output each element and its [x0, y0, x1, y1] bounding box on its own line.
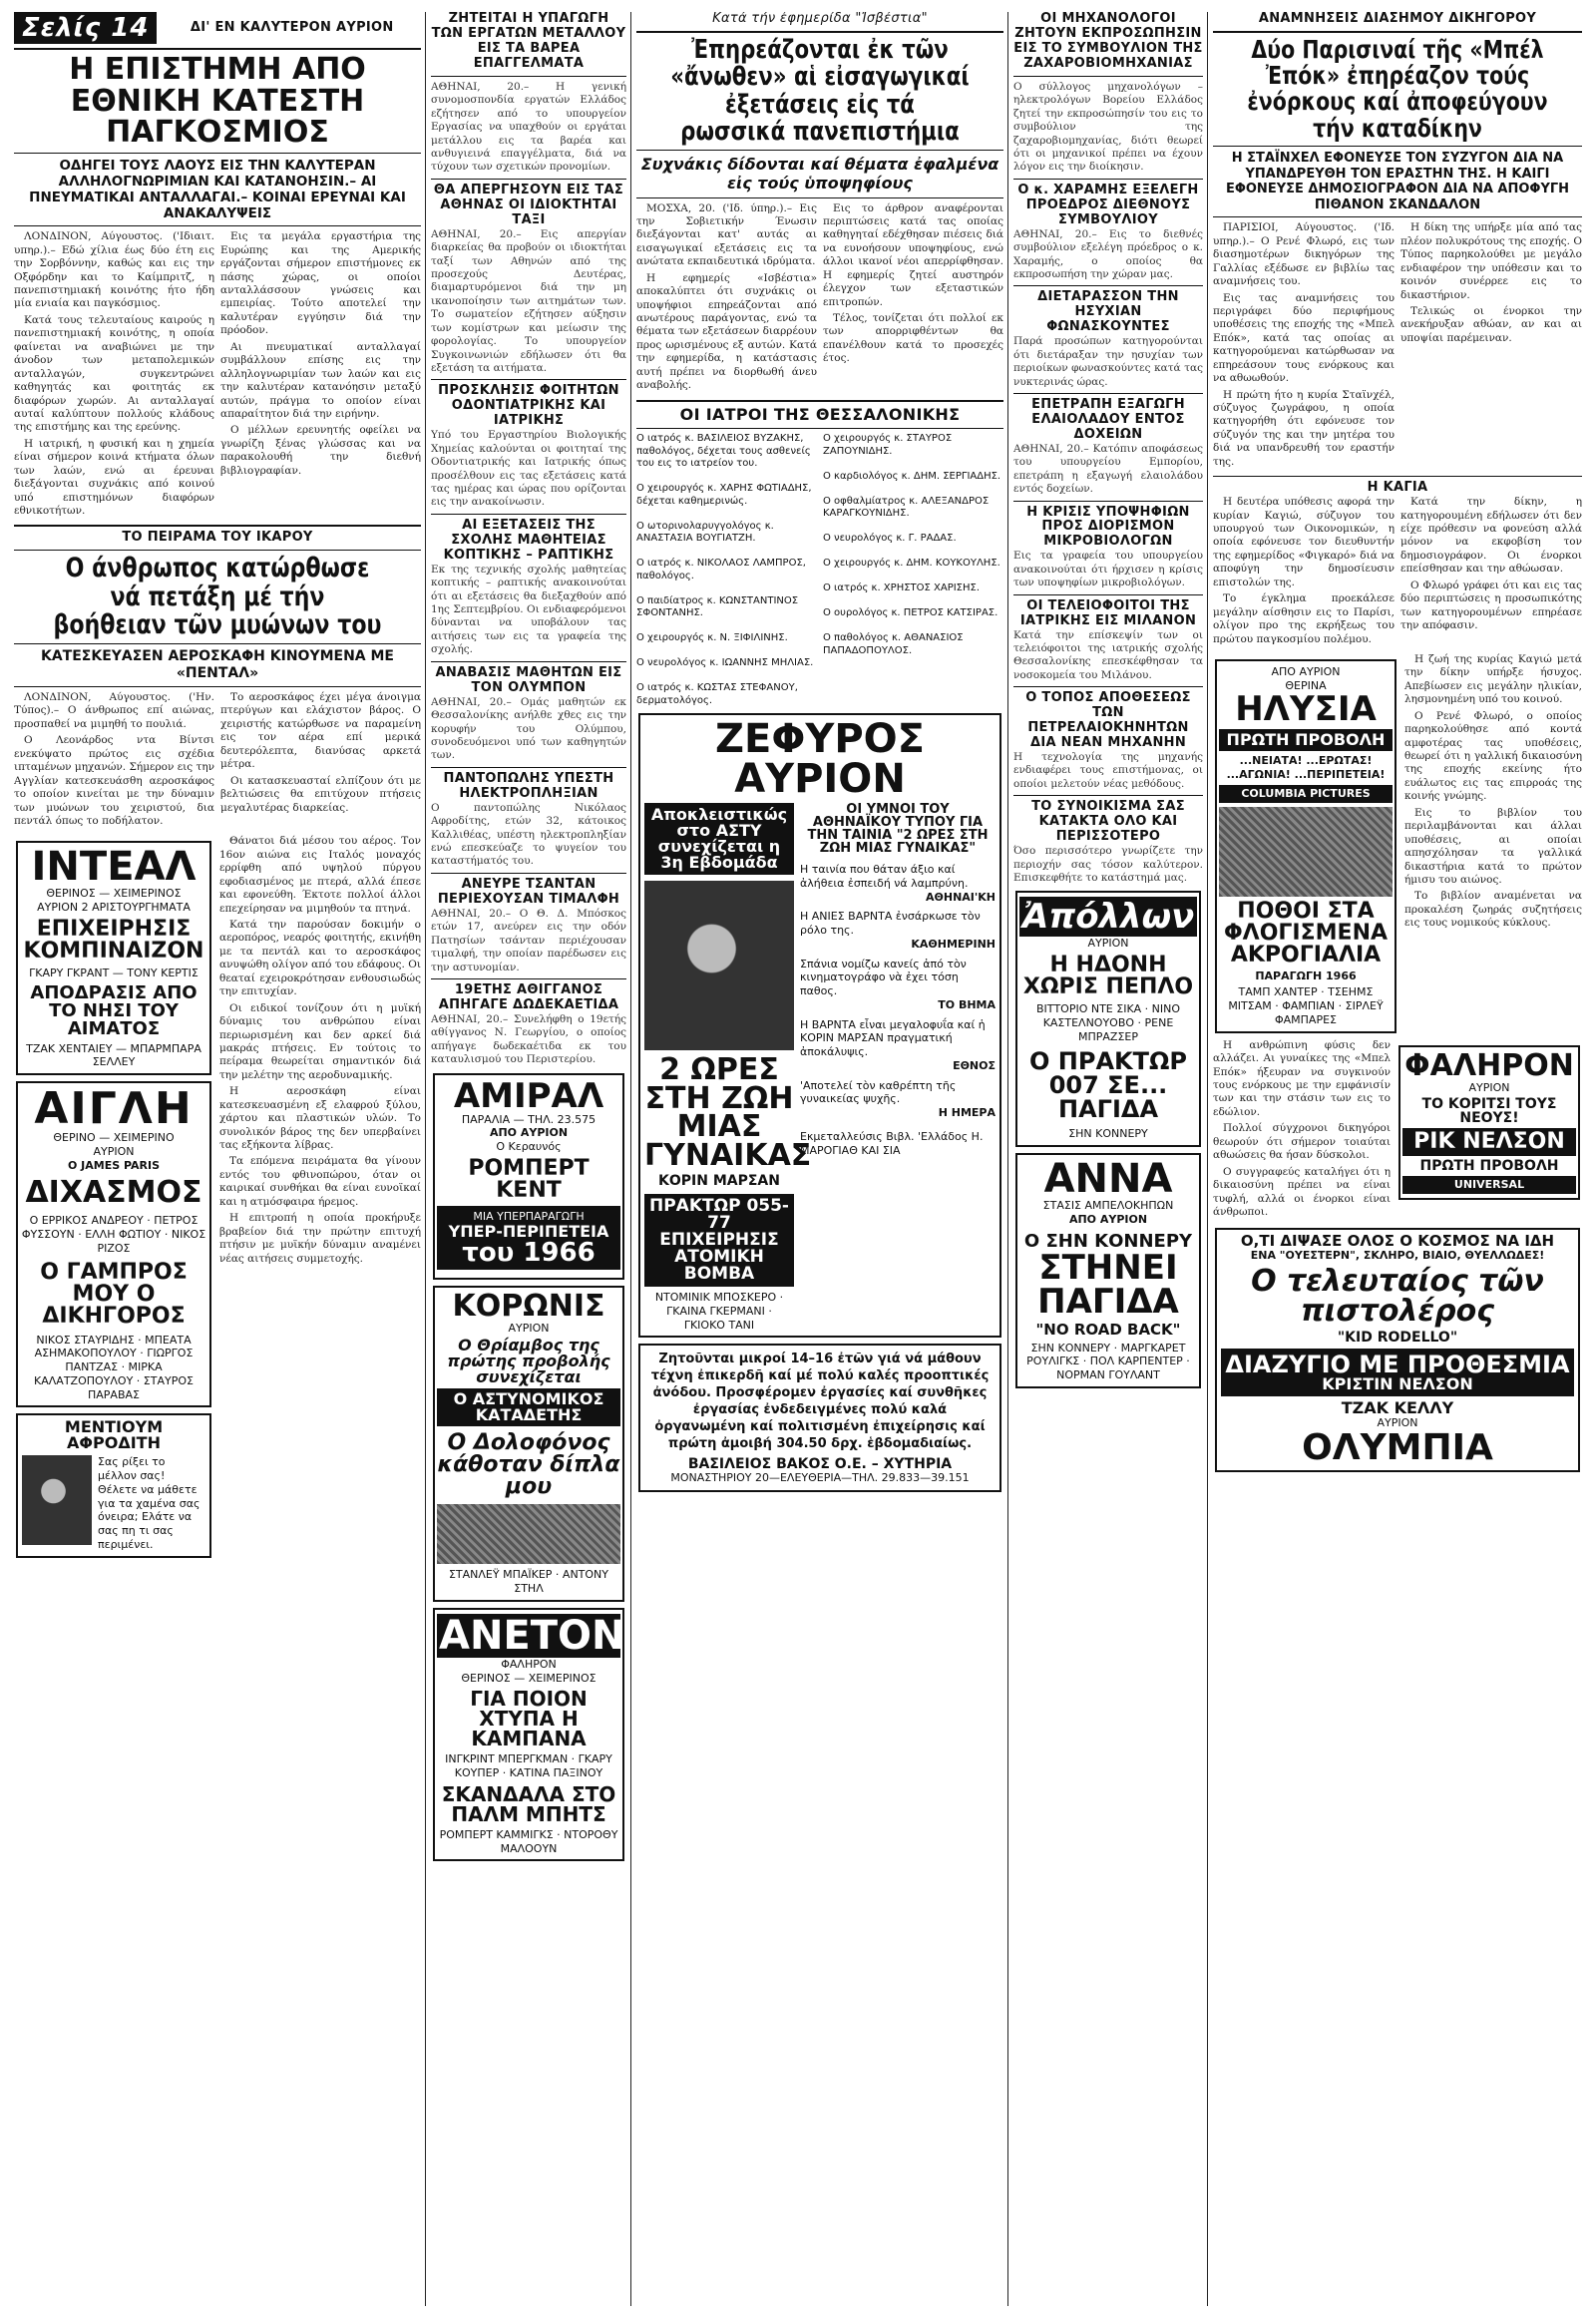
article2-dateline: ΛΟΝΔΙΝΟΝ, Αύγουστος. ('Ην. Τύπος).– Ο άνθρωπος επί αιώνας, προσπαθεί να μιμηθή το πουλιά.: [14, 691, 214, 730]
article-headline: Ἐπηρεάζονται ἐκ τῶν «ἄνωθεν» αἱ εἰσαγωγικαί ἐξετάσεις εἰς τά ρωσσικά πανεπιστήμια: [670, 34, 970, 147]
doctors-list-left: Ο ιατρός κ. ΒΑΣΙΛΕΙΟΣ ΒΥΖΑΚΗΣ, παθολόγος, δέχεται τους ασθενείς του εις το ιατρείον του. Ο χειρουργός κ. ΧΑΡΗΣ ΦΩΤΙΑΔΗΣ, δέχεται καθημερινώς. Ο ωτορινολαρυγγολόγος κ. ΑΝΑΣΤΑΣΙΑ ΒΟΥΓΙΑΤΖΗ. Ο ιατρός κ. ΝΙΚΟΛΑΟΣ ΛΑΜΠΡΟΣ, παθολόγος. Ο παιδίατρος κ. ΚΩΝΣΤΑΝΤΙΝΟΣ ΣΦΟΝΤΑΝΗΣ. Ο χειρουργός κ. Ν. ΞΙΦΙΛΙΝΗΣ. Ο νευρολόγος κ. ΙΩΑΝΝΗΣ ΜΗΛΙΑΣ. Ο ιατρός κ. ΚΩΣΤΑΣ ΣΤΕΦΑΝΟΥ, δερματολόγος.: [636, 433, 814, 706]
news-kicker: ΟΙ ΤΕΛΕΙΟΦΟΙΤΟΙ ΤΗΣ ΙΑΤΡΙΚΗΣ ΕΙΣ ΜΙΛΑΝΟΝ: [1019, 597, 1197, 628]
news-kicker: Ο κ. ΧΑΡΑΜΗΣ ΕΞΕΛΕΓΗ ΠΡΟΕΔΡΟΣ ΔΙΕΘΝΟΥΣ ΣΥΜΒΟΥΛΙΟΥ: [1017, 182, 1199, 227]
film-title: ΔΙΑΖΥΓΙΟ ΜΕ ΠΡΟΘΕΣΜΙΑ: [1225, 1351, 1570, 1379]
news-kicker: 19ΕΤΗΣ ΑΘΙΓΓΑΝΟΣ ΑΠΗΓΑΓΕ ΔΩΔΕΚΑΕΤΙΔΑ: [438, 981, 619, 1012]
cinema-name: ΑΙΓΛΗ: [34, 1083, 194, 1135]
masthead: [14, 12, 421, 44]
news-kicker: ΠΡΟΣΚΛΗΣΙΣ ΦΟΙΤΗΤΩΝ ΟΔΟΝΤΙΑΤΡΙΚΗΣ ΚΑΙ ΙΑΤΡΙΚΗΣ: [438, 383, 619, 429]
cinema-name: ΑΝΝΑ: [1043, 1156, 1173, 1203]
cinema-name: ΖΕΦΥΡΟΣ ΑΥΡΙΟΝ: [715, 716, 925, 803]
fortune-teller-ad: ΜΕΝΤΙΟΥΜ ΑΦΡΟΔΙΤΗ Σας ρίξει το μέλλον σας! Θέλετε να μάθετε για τα χαμένα σας όνειρα; Ελάτε να σας πη τι σας περιμένει.: [16, 1413, 211, 1557]
cinema-name: ΟΛΥΜΠΙΑ: [1302, 1426, 1493, 1468]
film-title: ΠΟΘΟΙ ΣΤΑ ΦΛΟΓΙΣΜΕΝΑ ΑΚΡΟΓΙΑΛΙΑ: [1223, 898, 1389, 968]
article-dateline: ΛΟΝΔΙΝΟΝ, Αύγουστος. ('Ιδιαιτ. υπηρ.).– Εδώ χίλια έως δύο έτη εις την Σορβόννην, καθώς και εις την Οξφόρδην και το Καίμπριτζ, η πανεπιστημιακή κοινότης ήτο ήδη μία ενιαία και παγκόσμιος.: [14, 230, 214, 310]
film-title: Ο ΠΡΑΚΤΩΡ 007 ΣΕ... ΠΑΓΙΔΑ: [1029, 1047, 1187, 1124]
film-title: ΑΠΟΔΡΑΣΙΣ ΑΠΟ ΤΟ ΝΗΣΙ ΤΟΥ ΑΙΜΑΤΟΣ: [30, 981, 198, 1039]
column-4: ΟΙ ΜΗΧΑΝΟΛΟΓΟΙ ΖΗΤΟΥΝ ΕΚΠΡΟΣΩΠΗΣΙΝ ΕΙΣ ΤΟ ΣΥΜΒΟΥΛΙΟΝ ΤΗΣ ΖΑΧΑΡΟΒΙΟΜΗΧΑΝΙΑΣ Ο σύλλογος μηχανολόγων – ηλεκτρολόγων Βορείου Ελλάδος ζητεί την εκπροσώπησίν του εις το συμβούλιον της ζαχαροβιομηχανίας, διότι θεωρεί ότι οι μηχανικοί πρέπει να έχουν λόγον εις την διοίκησιν. Ο κ. ΧΑΡΑΜΗΣ ΕΞΕΛΕΓΗ ΠΡΟΕΔΡΟΣ ΔΙΕΘΝΟΥΣ ΣΥΜΒΟΥΛΙΟΥ ΑΘΗΝΑΙ, 20.– Εις το διεθνές συμβούλιον εξελέγη πρόεδρος ο κ. Χαραμής, ο οποίος θα εκπροσωπήση την χώραν μας. ΔΙΕΤΑΡΑΣΣΟΝ ΤΗΝ ΗΣΥΧΙΑΝ ΦΩΝΑΣΚΟΥΝΤΕΣ Παρά προσώπων κατηγορούνται ότι διετάραξαν την ησυχίαν των περιοίκων φωνασκούντες κατά τας νυκτερινάς ώρας. ΕΠΕΤΡΑΠΗ ΕΞΑΓΩΓΗ ΕΛΑΙΟΛΑΔΟΥ ΕΝΤΟΣ ΔΟΧΕΙΩΝ ΑΘΗΝΑΙ, 20.– Κατόπιν αποφάσεως του υπουργείου Εμπορίου, επετράπη η εξαγωγή ελαιολάδου εντός δοχείων. Η ΚΡΙΣΙΣ ΥΠΟΨΗΦΙΩΝ ΠΡΟΣ ΔΙΟΡΙΣΜΟΝ ΜΙΚΡΟΒΙΟΛΟΓΩΝ Εις τα γραφεία του υπουργείου ανακοινούται ότι ήρχισεν η κρίσις των υποψηφίων μικροβιολόγων. ΟΙ ΤΕΛΕΙΟΦΟΙΤΟΙ ΤΗΣ ΙΑΤΡΙΚΗΣ ΕΙΣ ΜΙΛΑΝΟΝ Κατά την επίσκεψίν των οι τελειόφοιτοι της ιατρικής σχολής Θεσσαλονίκης επεσκέφθησαν τα νοσοκομεία του Μιλάνου. Ο ΤΟΠΟΣ ΑΠΟΘΕΣΕΩΣ ΤΩΝ ΠΕΤΡΕΛΑΙΟΚΗΝΗΤΩΝ ΔΙΑ ΝΕΑΝ ΜΗΧΑΝΗΝ Η τεχνολογία της μηχανής ενδιαφέρει τους επιστήμονας, οι οποίοι μελετούν νέας μεθόδους. ΤΟ ΣΥΝΟΙΚΙΣΜΑ ΣΑΣ ΚΑΤΑΚΤΑ ΟΛΟ ΚΑΙ ΠΕΡΙΣΣΟΤΕΡΟ Όσο περισσότερο γνωρίζετε την περιοχήν σας τόσον καλύτερον. Επισκεφθήτε το κατάστημά μας. Ἀπόλλων ΑΥΡΙΟΝ Η ΗΔΟΝΗ ΧΩΡΙΣ ΠΕΠΛΟ ΒΙΤΤΟΡΙΟ ΝΤΕ ΣΙΚΑ · ΝΙΝΟ ΚΑΣΤΕΛΝΟΥΟΒΟ · ΡΕΝΕ ΜΠΡΑΖΣΕΡ Ο ΠΡΑΚΤΩΡ 007 ΣΕ... ΠΑΓΙΔΑ ΣΗΝ ΚΟΝΝΕΡΥ ΑΝΝΑ ΣΤΑΣΙΣ ΑΜΠΕΛΟΚΗΠΩΝ ΑΠΟ ΑΥΡΙΟΝ Ο ΣΗΝ ΚΟΝΝΕΡΥ ΣΤΗΝΕΙ ΠΑΓΙΔΑ "NO ROAD BACK" ΣΗΝ ΚΟΝΝΕΡΥ · ΜΑΡΓΚΑΡΕΤ ΡΟΥΛΙΓΚΣ · ΠΟΛ ΚΑΡΠΕΝΤΕΡ · ΝΟΡΜΑΝ ΓΟΥΛΑΝΤ: [1013, 12, 1203, 2306]
article-subhead: ΟΔΗΓΕΙ ΤΟΥΣ ΛΑΟΥΣ ΕΙΣ ΤΗΝ ΚΑΛΥΤΕΡΑΝ ΑΛΛΗΛΟΓΝΩΡΙΜΙΑΝ ΚΑΙ ΚΑΤΑΝΟΗΣΙΝ.– ΑΙ ΠΝΕΥΜΑΤΙΚΑΙ ΑΝΤΑΛΛΑΓΑΙ.– ΚΟΙΝΑΙ ΕΡΕΥΝΑΙ ΚΑΙ ΑΝΑΚΑΛΥΨΕΙΣ: [29, 157, 406, 222]
cinema-ad-inteal: ΙΝΤΕΑΛ ΘΕΡΙΝΟΣ — ΧΕΙΜΕΡΙΝΟΣ ΑΥΡΙΟΝ 2 ΑΡΙΣΤΟΥΡΓΗΜΑΤΑ ΕΠΙΧΕΙΡΗΣΙΣ ΚΟΜΠΙΝΑΙΖΟΝ ΓΚΑΡΥ ΓΚΡΑΝΤ — ΤΟΝΥ ΚΕΡΤΙΣ ΑΠΟΔΡΑΣΙΣ ΑΠΟ ΤΟ ΝΗΣΙ ΤΟΥ ΑΙΜΑΤΟΣ ΤΖΑΚ ΧΕΝΤΑΙΕΥ — ΜΠΑΡΜΠΑΡΑ ΣΕΛΛΕΥ: [16, 841, 211, 1075]
film-star: ΚΟΡΙΝ ΜΑΡΣΑΝ: [658, 1173, 780, 1190]
news-kicker: ΖΗΤΕΙΤΑΙ Η ΥΠΑΓΩΓΗ ΤΩΝ ΕΡΓΑΤΩΝ ΜΕΤΑΛΛΟΥ ΕΙΣ ΤΑ ΒΑΡΕΑ ΕΠΑΓΓΕΛΜΑΤΑ: [431, 12, 626, 71]
article2-kicker: ΟΙ ΙΑΤΡΟΙ ΤΗΣ ΘΕΣΣΑΛΟΝΙΚΗΣ: [679, 404, 961, 424]
column-1: Σελίς 14 ΔΙ' ΕΝ ΚΑΛΥΤΕΡΟΝ ΑΥΡΙΟΝ Η ΕΠΙΣΤΗΜΗ ΑΠΟ ΕΘΝΙΚΗ ΚΑΤΕΣΤΗ ΠΑΓΚΟΣΜΙΟΣ ΟΔΗΓΕΙ ΤΟΥΣ ΛΑΟΥΣ ΕΙΣ ΤΗΝ ΚΑΛΥΤΕΡΑΝ ΑΛΛΗΛΟΓΝΩΡΙΜΙΑΝ ΚΑΙ ΚΑΤΑΝΟΗΣΙΝ.– ΑΙ ΠΝΕΥΜΑΤΙΚΑΙ ΑΝΤΑΛΛΑΓΑΙ.– ΚΟΙΝΑΙ ΕΡΕΥΝΑΙ ΚΑΙ ΑΝΑΚΑΛΥΨΕΙΣ ΛΟΝΔΙΝΟΝ, Αύγουστος. ('Ιδιαιτ. υπηρ.).– Εδώ χίλια έως δύο έτη εις την Σορβόννην, καθώς και εις την Οξφόρδην και το Καίμπριτζ, η πανεπιστημιακή κοινότης ήτο ήδη μία ενιαία και παγκόσμιος. Κατά τους τελευταίους καιρούς η πανεπιστημιακή κοινότης, η οποία φαίνεται να αναβιώνει με την άνοδον των μεταπολεμικών ανταλλαγών, συγκεντρώνει καθηγητάς και φοιτητάς εκ διαφόρων χωρών. Αι ανταλλαγαί αυταί καλύπτουν πολλούς κλάδους της επιστήμης και της ερεύνης. Η ιατρική, η φυσική και η χημεία είναι σήμερον κοινά κτήματα όλων των λαών, ενώ αι έρευναι διεξάγονται συχνάκις από κοινού υπό επιστημόνων διαφόρων εθνικοτήτων. Εις τα μεγάλα εργαστήρια της Ευρώπης και της Αμερικής εργάζονται σήμερον επιστήμονες εκ πάσης χώρας, οι οποίοι ανταλλάσσουν γνώσεις και εμπειρίας. Τούτο αποτελεί την καλυτέραν εγγύησιν διά την πρόοδον. Αι πνευματικαί ανταλλαγαί συμβάλλουν επίσης εις την αλληλογνωριμίαν των λαών και εις την καλυτέραν κατανόησιν μεταξύ αυτών, πράγμα το οποίον είναι απαραίτητον διά την ειρήνην. Ο μέλλων ερευνητής οφείλει να γνωρίζη ξένας γλώσσας και να παρακολουθή την διεθνή βιβλιογραφίαν. ΤΟ ΠΕΙΡΑΜΑ ΤΟΥ ΙΚΑΡΟΥ Ο άνθρωπος κατώρθωσε νά πετάξη μέ τήν βοήθειαν τῶν μυώνων του ΚΑΤΕΣΚΕΥΑΣΕΝ ΑΕΡΟΣΚΑΦΗ ΚΙΝΟΥΜΕΝΑ ΜΕ «ΠΕΝΤΑΛ» ΛΟΝΔΙΝΟΝ, Αύγουστος. ('Ην. Τύπος).– Ο άνθρωπος επί αιώνας, προσπαθεί να μιμηθή το πουλιά. Ο Λεονάρδος ντα Βίντσι ενεκύψατο πρώτος εις σχέδια ιπταμένων μηχανών. Σήμερον εις την Αγγλίαν κατεσκευάσθη αεροσκάφος το οποίον κινείται με την δύναμιν των μυώνων του χειριστού, δια πεντάλ όπως το ποδήλατον. Το αεροσκάφος έχει μέγα άνοιγμα πτερύγων και ελάχιστον βάρος. Ο χειριστής κατώρθωσε να παραμείνη εις τον αέρα επί μερικά δευτερόλεπτα, διανύσας αρκετά μέτρα. Οι κατασκευασταί ελπίζουν ότι με βελτιώσεις θα επιτύχουν πτήσεις μεγαλυτέρας διαρκείας. ΙΝΤΕΑΛ ΘΕΡΙΝΟΣ — ΧΕΙΜΕΡΙΝΟΣ ΑΥΡΙΟΝ 2 ΑΡΙΣΤΟΥΡΓΗΜΑΤΑ ΕΠΙΧΕΙΡΗΣΙΣ ΚΟΜΠΙΝΑΙΖΟΝ ΓΚΑΡΥ ΓΚΡΑΝΤ — ΤΟΝΥ ΚΕΡΤΙΣ ΑΠΟΔΡΑΣΙΣ ΑΠΟ ΤΟ ΝΗΣΙ ΤΟΥ ΑΙΜΑΤΟΣ ΤΖΑΚ ΧΕΝΤΑΙΕΥ — ΜΠΑΡΜΠΑΡΑ ΣΕΛΛΕΥ ΑΙΓΛΗ ΘΕΡΙΝΟ — ΧΕΙΜΕΡΙΝΟ ΑΥΡΙΟΝ Ο JAMES PARIS ΔΙΧΑΣΜΟΣ Ο ΕΡΡΙΚΟΣ ΑΝΔΡΕΟΥ · ΠΕΤΡΟΣ ΦΥΣΣΟΥΝ · ΕΛΛΗ ΦΩΤΙΟΥ · ΝΙΚΟΣ ΡΙΖΟΣ Ο ΓΑΜΠΡΟΣ ΜΟΥ Ο ΔΙΚΗΓΟΡΟΣ ΝΙΚΟΣ ΣΤΑΥΡΙΔΗΣ · ΜΠΕΑΤΑ ΑΣΗΜΑΚΟΠΟΥΛΟΥ · ΓΙΩΡΓΟΣ ΠΑΝΤΖΑΣ · ΜΙΡΚΑ ΚΑΛΑΤΖΟΠΟΥΛΟΥ · ΣΤΑΥΡΟΣ ΠΑΡΑΒΑΣ ΜΕΝΤΙΟΥΜ ΑΦΡΟΔΙΤΗ Σας ρίξει το μέλλον σας! Θέλετε να μάθετε για τα χαμένα σας όνειρα; Ελάτε να σας πη τι σας περιμένει. Θάνατοι διά μέσου του αέρος. Τον 16ον αιώνα εις Ιταλός μοναχός ερρίφθη από υψηλού πύργου εφοδιασμένος με πτερά, αλλά έπεσε και εφονεύθη. Έκτοτε πολλοί άλλοι επεχείρησαν να μιμηθούν τα πτηνά. Κατά την παρούσαν δοκιμήν ο αεροπόρος, νεαρός φοιτητής, εκινήθη με τα πεντάλ και το αεροσκάφος ανυψώθη ολίγον από του εδάφους. Οι θεαταί εχειροκρότησαν ενθουσιωδώς την επιτυχίαν. Οι ειδικοί τονίζουν ότι η μυϊκή δύναμις του ανθρώπου είναι περιωρισμένη και δεν αρκεί διά μακράς πτήσεις. Εν τούτοις το πείραμα θεωρείται σημαντικόν διά την μελέτην της αεροδυναμικής. Η αεροσκάφη είναι κατεσκευασμένη εξ ελαφρού ξύλου, χάρτου και πλαστικών υλών. Το συνολικόν βάρος της δεν υπερβαίνει τας εξήκοντα λίβρας. Τα επόμενα πειράματα θα γίνουν εντός του φθινοπώρου, όταν οι καιρικαί συνθήκαι θα είναι ευνοϊκαί και η ατμόσφαιρα ήρεμος. Η επιτροπή η οποία προκήρυξε βραβείον διά την πρώτην επιτυχή πτήσιν με μυϊκήν δύναμιν αναμένει νέας αιτήσεις συμμετοχής.: [14, 12, 421, 2306]
film-star: ΚΡΙΣΤΙΝ ΝΕΛΣΟΝ: [1322, 1374, 1473, 1394]
cinema-ad-apollon: Ἀπόλλων ΑΥΡΙΟΝ Η ΗΔΟΝΗ ΧΩΡΙΣ ΠΕΠΛΟ ΒΙΤΤΟΡΙΟ ΝΤΕ ΣΙΚΑ · ΝΙΝΟ ΚΑΣΤΕΛΝΟΥΟΒΟ · ΡΕΝΕ ΜΠΡΑΖΣΕΡ Ο ΠΡΑΚΤΩΡ 007 ΣΕ... ΠΑΓΙΔΑ ΣΗΝ ΚΟΝΝΕΡΥ: [1015, 891, 1201, 1147]
page-number-logo: Σελίς 14: [14, 12, 157, 44]
film-poster-image: [1219, 807, 1393, 897]
film-title: ΣΤΗΝΕΙ ΠΑΓΙΔΑ: [1037, 1247, 1179, 1322]
job-ad: Ζητοῦνται μικροί 14–16 ἐτῶν γιά νά μάθουν τέχνη ἐπικερδῆ καί μέ πολύ καλές προοπτικές ἀνόδου. Προσφέρομεν ἐργασίες καί συνθῆκες ἐργασίας ἐνδεδειγμένες πολύ καλά ὀργανωμένη καί πολιτισμένη ἐπιχείρησις καί πρώτη ἀμοιβή 304.50 δρχ. ἑβδομαδιαίως. ΒΑΣΙΛΕΙΟΣ ΒΑΚΟΣ Ο.Ε. – ΧΥΤΗΡΙΑ ΜΟΝΑΣΤΗΡΙΟΥ 20—ΕΛΕΥΘΕΡΙΑ—ΤΗΛ. 29.833—39.151: [638, 1344, 1001, 1492]
actress-photo: [644, 881, 794, 1050]
news-kicker: ΔΙΕΤΑΡΑΣΣΟΝ ΤΗΝ ΗΣΥΧΙΑΝ ΦΩΝΑΣΚΟΥΝΤΕΣ: [1037, 289, 1179, 335]
article-kicker: ΔΙ' ΕΝ ΚΑΛΥΤΕΡΟΝ ΑΥΡΙΟΝ: [190, 19, 394, 35]
article-headline: Η ΕΠΙΣΤΗΜΗ ΑΠΟ ΕΘΝΙΚΗ ΚΑΤΕΣΤΗ ΠΑΓΚΟΣΜΙΟΣ: [69, 52, 366, 150]
cinema-ad-olympia: Ο,ΤΙ ΔΙΨΑΣΕ ΟΛΟΣ Ο ΚΟΣΜΟΣ ΝΑ ΙΔΗ ΕΝΑ "ΟΥΕΣΤΕΡΝ", ΣΚΛΗΡΟ, ΒΙΑΙΟ, ΘΥΕΛΛΩΔΕΣ! Ο τελευταίος τῶν πιστολέρος "KID RODELLO" ΔΙΑΖΥΓΙΟ ΜΕ ΠΡΟΘΕΣΜΙΑ ΚΡΙΣΤΙΝ ΝΕΛΣΟΝ ΤΖΑΚ ΚΕΛΛΥ ΑΥΡΙΟΝ ΟΛΥΜΠΙΑ: [1215, 1228, 1580, 1472]
cinema-ad-aigli: ΑΙΓΛΗ ΘΕΡΙΝΟ — ΧΕΙΜΕΡΙΝΟ ΑΥΡΙΟΝ Ο JAMES PARIS ΔΙΧΑΣΜΟΣ Ο ΕΡΡΙΚΟΣ ΑΝΔΡΕΟΥ · ΠΕΤΡΟΣ ΦΥΣΣΟΥΝ · ΕΛΛΗ ΦΩΤΙΟΥ · ΝΙΚΟΣ ΡΙΖΟΣ Ο ΓΑΜΠΡΟΣ ΜΟΥ Ο ΔΙΚΗΓΟΡΟΣ ΝΙΚΟΣ ΣΤΑΥΡΙΔΗΣ · ΜΠΕΑΤΑ ΑΣΗΜΑΚΟΠΟΥΛΟΥ · ΓΙΩΡΓΟΣ ΠΑΝΤΖΑΣ · ΜΙΡΚΑ ΚΑΛΑΤΖΟΠΟΥΛΟΥ · ΣΤΑΥΡΟΣ ΠΑΡΑΒΑΣ: [16, 1081, 211, 1407]
film-star: ΡΙΚ ΝΕΛΣΟΝ: [1402, 1128, 1576, 1156]
article-body: ΛΟΝΔΙΝΟΝ, Αύγουστος. ('Ιδιαιτ. υπηρ.).– Εδώ χίλια έως δύο έτη εις την Σορβόννην, καθώς και εις την Οξφόρδην και το Καίμπριτζ, η πανεπιστημιακή κοινότης ήτο ήδη μία ενιαία και παγκόσμιος. Κατά τους τελευταίους καιρούς η πανεπιστημιακή κοινότης, η οποία φαίνεται να αναβιώνει με την άνοδον των μεταπολεμικών ανταλλαγών, συγκεντρώνει καθηγητάς και φοιτητάς εκ διαφόρων χωρών. Αι ανταλλαγαί αυταί καλύπτουν πολλούς κλάδους της επιστήμης και της ερεύνης. Η ιατρική, η φυσική και η χημεία είναι σήμερον κοινά κτήματα όλων των λαών, ενώ αι έρευναι διεξάγονται συχνάκις από κοινού υπό επιστημόνων διαφόρων εθνικοτήτων.: [14, 230, 214, 517]
film-title: ΔΙΧΑΣΜΟΣ: [25, 1175, 202, 1211]
film-title: Ο τελευταίος τῶν πιστολέρος: [1251, 1264, 1544, 1330]
column-5: ΑΝΑΜΝΗΣΕΙΣ ΔΙΑΣΗΜΟΥ ΔΙΚΗΓΟΡΟΥ Δύο Παρισιναί τῆς «Μπέλ Ἐπόκ» ἐπηρέαζον τούς ἐνόρκους καί ἀποφεύγουν τήν καταδίκην Η ΣΤΑΪΝΧΕΛ ΕΦΟΝΕΥΣΕ ΤΟΝ ΣΥΖΥΓΟΝ ΔΙΑ ΝΑ ΥΠΑΝΔΡΕΥΘΗ ΤΟΝ ΕΡΑΣΤΗΝ ΤΗΣ. Η ΚΑΙΓΙ ΕΦΟΝΕΥΣΕ ΔΗΜΟΣΙΟΓΡΑΦΟΝ ΔΙΑ ΝΑ ΑΠΟΦΥΓΗ ΠΙΘΑΝΟΝ ΣΚΑΝΔΑΛΟΝ ΠΑΡΙΣΙΟΙ, Αύγουστος. ('Ιδ. υπηρ.).– Ο Ρενέ Φλωρό, εις των διασημοτέρων δικηγόρων της Γαλλίας εξέδωσε εν βιβλίω τας αναμνήσεις του. Εις τας αναμνήσεις του περιγράφει δύο περιφήμους υποθέσεις της εποχής της «Μπελ Επόκ», κατά τας οποίας αι κατηγορούμεναι κατώρθωσαν να επηρεάσουν τους ενόρκους και να αθωωθούν. Η πρώτη ήτο η κυρία Σταϊνχέλ, σύζυγος ζωγράφου, η οποία κατηγορήθη ότι εφόνευσε τον σύζυγόν της και την μητέρα του διά να υπανδρευθή τον εραστήν της. Η δίκη της υπήρξε μία από τας πλέον πολυκρότους της εποχής. Ο Τύπος παρηκολούθει με μεγάλο ενδιαφέρον την υπόθεσιν και το κοινόν συνέρρεε εις το δικαστήριον. Τελικώς οι ένορκοι την ανεκήρυξαν αθώαν, αν και αι υποψίαι παρέμειναν. Η ΚΑΓΙΑ Η δευτέρα υπόθεσις αφορά την κυρίαν Καγιώ, σύζυγον του υπουργού των Οικονομικών, η οποία εφόνευσε τον διευθυντήν της εφημερίδος «Φιγκαρό» διά να αποφύγη την δημοσίευσιν επιστολών της. Το έγκλημα προεκάλεσε μεγάλην αίσθησιν εις το Παρίσι, ολίγον προ της εκρήξεως του πρώτου παγκοσμίου πολέμου. Κατά την δίκην, η κατηγορουμένη εδήλωσεν ότι δεν είχε πρόθεσιν να φονεύση αλλά μόνον να εκφοβίση τον δημοσιογράφον. Οι ένορκοι επείσθησαν και την αθώωσαν. Ο Φλωρό γράφει ότι και εις τας δύο περιπτώσεις η προσωπικότης των κατηγορουμένων επηρέασε την απόφασιν. ΑΠΟ ΑΥΡΙΟΝ ΘΕΡΙΝΑ ΗΛΥΣΙΑ ΠΡΩΤΗ ΠΡΟΒΟΛΗ ...ΝΕΙΑΤΑ! ...ΕΡΩΤΑΣ! ...ΑΓΩΝΙΑ! ...ΠΕΡΙΠΕΤΕΙΑ! COLUMBIA PICTURES ΠΟΘΟΙ ΣΤΑ ΦΛΟΓΙΣΜΕΝΑ ΑΚΡΟΓΙΑΛΙΑ ΠΑΡΑΓΩΓΗ 1966 ΤΑΜΠ ΧΑΝΤΕΡ · ΤΣΕΗΜΣ ΜΙΤΣΑΜ · ΦΑΜΠΙΑΝ · ΣΙΡΛΕΫ ΦΑΜΠΑΡΕΣ Η ζωή της κυρίας Καγιώ μετά την δίκην υπήρξε ήσυχος. Απεβίωσεν εις μεγάλην ηλικίαν, λησμονημένη υπό του κοινού. Ο Ρενέ Φλωρό, ο οποίος παρηκολούθησε από κοντά αμφοτέρας τας υποθέσεις, θεωρεί ότι η γαλλική δικαιοσύνη της εποχής εκείνης ήτο ευάλωτος εις τας επιρροάς της κοινής γνώμης. Εις το βιβλίον του περιλαμβάνονται και άλλαι υποθέσεις, αι οποίαι απησχόλησαν τα γαλλικά δικαστήρια κατά το πρώτον ήμισυ του αιώνος. Το βιβλίον αναμένεται να προκαλέση ζωηράς συζητήσεις εις τους νομικούς κύκλους. Η ανθρώπινη φύσις δεν αλλάζει. Αι γυναίκες της «Μπελ Επόκ» ήξευραν να συγκινούν τους ενόρκους με την εμφάνισίν των και την στάσιν των εις το εδώλιον. Πολλοί σύγχρονοι δικηγόροι θεωρούν ότι σήμερον τοιαύται αθωώσεις θα ήσαν δύσκολοι. Ο συγγραφεύς καταλήγει ότι η δικαιοσύνη πρέπει να είναι τυφλή, αλλά οι ένορκοι είναι άνθρωποι. ΦΑΛΗΡΟΝ ΑΥΡΙΟΝ ΤΟ ΚΟΡΙΤΣΙ ΤΟΥΣ ΝΕΟΥΣ! ΡΙΚ ΝΕΛΣΟΝ ΠΡΩΤΗ ΠΡΟΒΟΛΗ UNIVERSAL Ο,ΤΙ ΔΙΨΑΣΕ ΟΛΟΣ Ο ΚΟΣΜΟΣ ΝΑ ΙΔΗ ΕΝΑ "ΟΥΕΣΤΕΡΝ", ΣΚΛΗΡΟ, ΒΙΑΙΟ, ΘΥΕΛΛΩΔΕΣ! Ο τελευταίος τῶν πιστολέρος "KID RODELLO" ΔΙΑΖΥΓΙΟ ΜΕ ΠΡΟΘΕΣΜΙΑ ΚΡΙΣΤΙΝ ΝΕΛΣΟΝ ΤΖΑΚ ΚΕΛΛΥ ΑΥΡΙΟΝ ΟΛΥΜΠΙΑ: [1213, 12, 1582, 2306]
article2-headline: Ο άνθρωπος κατώρθωσε νά πετάξη μέ τήν βοήθειαν τῶν μυώνων του: [53, 553, 382, 641]
news-kicker: ΤΟ ΣΥΝΟΙΚΙΣΜΑ ΣΑΣ ΚΑΤΑΚΤΑ ΟΛΟ ΚΑΙ ΠΕΡΙΣΣΟΤΕΡΟ: [1031, 799, 1185, 845]
news-kicker: Ο ΤΟΠΟΣ ΑΠΟΘΕΣΕΩΣ ΤΩΝ ΠΕΤΡΕΛΑΙΟΚΗΝΗΤΩΝ ΔΙΑ ΝΕΑΝ ΜΗΧΑΝΗΝ: [1025, 690, 1191, 751]
article2-subhead: ΚΑΤΕΣΚΕΥΑΣΕΝ ΑΕΡΟΣΚΑΦΗ ΚΙΝΟΥΜΕΝΑ ΜΕ «ΠΕΝΤΑΛ»: [41, 648, 394, 682]
film-title: Ο Δολοφόνος κάθοταν δίπλα μου: [437, 1430, 620, 1500]
cinema-ad-zefyros: ΖΕΦΥΡΟΣ ΑΥΡΙΟΝ Αποκλειστικώς στο ΑΣΤΥ συνεχίζεται η 3η Εβδομάδα 2 ΩΡΕΣ ΣΤΗ ΖΩΗ ΜΙΑΣ ΓΥΝΑΙΚΑΣ ΚΟΡΙΝ ΜΑΡΣΑΝ ΠΡΑΚΤΩΡ 055-77 ΕΠΙΧΕΙΡΗΣΙΣ ΑΤΟΜΙΚΗ ΒΟΜΒΑ ΝΤΟΜΙΝΙΚ ΜΠΟΣΚΕΡΟ · ΓΚΑΙΝΑ ΓΚΕΡΜΑΝΙ · ΓΚΙΟΚΟ ΤΑΝΙ ΟΙ ΥΜΝΟΙ ΤΟΥ ΑΘΗΝΑΪΚΟΥ ΤΥΠΟΥ ΓΙΑ ΤΗΝ ΤΑΙΝΙΑ "2 ΩΡΕΣ ΣΤΗ ΖΩΗ ΜΙΑΣ ΓΥΝΑΙΚΑΣ" Η ταινία που θάταν άξιο καί ἀλήθεια ἐσπειδή νά λαμπρύνη. ΑΘΗΝΑΙ'ΚΗ Η ΑΝΙΕΣ ΒΑΡΝΤΑ ἐνσάρκωσε τὸν ρόλο της. ΚΑΘΗΜΕΡΙΝΗ Σπάνια νομίζω κανείς ἀπό τὸν κινηματογράφο νὰ ἐχει τόση παθος. ΤΟ ΒΗΜΑ Η ΒΑΡΝΤΑ εἶναι μεγαλοφυΐα καί ἡ ΚΟΡΙΝ ΜΑΡΣΑΝ πραγματική ἀποκάλυψις. ΕΘΝΟΣ 'Αποτελεί τὸν καθρέπτη τῆς γυναικείας ψυχῆς. Η ΗΜΕΡΑ Εκμεταλλεύσις Βιβλ. 'Ελλάδος Η. ΜΑΡΟΓΙΑΘ ΚΑΙ ΣΙΑ: [638, 713, 1001, 1338]
news-kicker: ΕΠΕΤΡΑΠΗ ΕΞΑΓΩΓΗ ΕΛΑΙΟΛΑΔΟΥ ΕΝΤΟΣ ΔΟΧΕΙΩΝ: [1031, 396, 1185, 442]
film-title: ΓΙΑ ΠΟΙΟΝ ΧΤΥΠΑ Η ΚΑΜΠΑΝΑ: [470, 1687, 588, 1751]
column-3: Κατά τήν ἐφημερίδα "Ἰσβέστια" Ἐπηρεάζονται ἐκ τῶν «ἄνωθεν» αἱ εἰσαγωγικαί ἐξετάσεις εἰς τά ρωσσικά πανεπιστήμια Συχνάκις δίδονται καί θέματα ἐφαλμένα εἰς τούς ὑποψηφίους ΜΟΣΧΑ, 20. ('Ιδ. ύπηρ.).– Εις την Σοβιετικήν Ένωσιν διεξάγονται κατ' αυτάς αι εισαγωγικαί εξετάσεις εις τα ανώτατα εκπαιδευτικά ιδρύματα. Η εφημερίς «Ισβέστια» αποκαλύπτει ότι συχνάκις οι υποψήφιοι επηρεάζονται από ανωτέρους παράγοντας, ενώ τα θέματα των εξετάσεων διαρρέουν προς ωρισμένους εξ αυτών. Κατά την εφημερίδα, η κατάστασις αυτή πρέπει να διορθωθή άνευ αναβολής. Εις το άρθρον αναφέρονται περιπτώσεις κατά τας οποίας καθηγηταί εδέχθησαν πιέσεις διά να ευνοήσουν υποψηφίους, ενώ άλλοι ικανοί νέοι απερρίφθησαν. Η εφημερίς ζητεί αυστηρόν έλεγχον των εξεταστικών επιτροπών. Τέλος, τονίζεται ότι πολλοί εκ των απορριφθέντων θα επανέλθουν κατά το προσεχές έτος. ΟΙ ΙΑΤΡΟΙ ΤΗΣ ΘΕΣΣΑΛΟΝΙΚΗΣ Ο ιατρός κ. ΒΑΣΙΛΕΙΟΣ ΒΥΖΑΚΗΣ, παθολόγος, δέχεται τους ασθενείς του εις το ιατρείον του. Ο χειρουργός κ. ΧΑΡΗΣ ΦΩΤΙΑΔΗΣ, δέχεται καθημερινώς. Ο ωτορινολαρυγγολόγος κ. ΑΝΑΣΤΑΣΙΑ ΒΟΥΓΙΑΤΖΗ. Ο ιατρός κ. ΝΙΚΟΛΑΟΣ ΛΑΜΠΡΟΣ, παθολόγος. Ο παιδίατρος κ. ΚΩΝΣΤΑΝΤΙΝΟΣ ΣΦΟΝΤΑΝΗΣ. Ο χειρουργός κ. Ν. ΞΙΦΙΛΙΝΗΣ. Ο νευρολόγος κ. ΙΩΑΝΝΗΣ ΜΗΛΙΑΣ. Ο ιατρός κ. ΚΩΣΤΑΣ ΣΤΕΦΑΝΟΥ, δερματολόγος. Ο χειρουργός κ. ΣΤΑΥΡΟΣ ΖΑΠΟΥΝΙΔΗΣ. Ο καρδιολόγος κ. ΔΗΜ. ΣΕΡΓΙΑΔΗΣ. Ο οφθαλμίατρος κ. ΑΛΕΞΑΝΔΡΟΣ ΚΑΡΑΓΚΟΥΝΙΔΗΣ. Ο νευρολόγος κ. Γ. ΡΑΔΑΣ. Ο χειρουργός κ. ΔΗΜ. ΚΟΥΚΟΥΛΗΣ. Ο ιατρός κ. ΧΡΗΣΤΟΣ ΧΑΡΙΣΗΣ. Ο ουρολόγος κ. ΠΕΤΡΟΣ ΚΑΤΣΙΡΑΣ. Ο παθολόγος κ. ΑΘΑΝΑΣΙΟΣ ΠΑΠΑΔΟΠΟΥΛΟΣ. ΖΕΦΥΡΟΣ ΑΥΡΙΟΝ Αποκλειστικώς στο ΑΣΤΥ συνεχίζεται η 3η Εβδομάδα 2 ΩΡΕΣ ΣΤΗ ΖΩΗ ΜΙΑΣ ΓΥΝΑΙΚΑΣ ΚΟΡΙΝ ΜΑΡΣΑΝ ΠΡΑΚΤΩΡ 055-77 ΕΠΙΧΕΙΡΗΣΙΣ ΑΤΟΜΙΚΗ ΒΟΜΒΑ ΝΤΟΜΙΝΙΚ ΜΠΟΣΚΕΡΟ · ΓΚΑΙΝΑ ΓΚΕΡΜΑΝΙ · ΓΚΙΟΚΟ ΤΑΝΙ ΟΙ ΥΜΝΟΙ ΤΟΥ ΑΘΗΝΑΪΚΟΥ ΤΥΠΟΥ ΓΙΑ ΤΗΝ ΤΑΙΝΙΑ "2 ΩΡΕΣ ΣΤΗ ΖΩΗ ΜΙΑΣ ΓΥΝΑΙΚΑΣ" Η ταινία που θάταν άξιο καί ἀλήθεια ἐσπειδή νά λαμπρύνη. ΑΘΗΝΑΙ'ΚΗ Η ΑΝΙΕΣ ΒΑΡΝΤΑ ἐνσάρκωσε τὸν ρόλο της. ΚΑΘΗΜΕΡΙΝΗ Σπάνια νομίζω κανείς ἀπό τὸν κινηματογράφο νὰ ἐχει τόση παθος. ΤΟ ΒΗΜΑ Η ΒΑΡΝΤΑ εἶναι μεγαλοφυΐα καί ἡ ΚΟΡΙΝ ΜΑΡΣΑΝ πραγματική ἀποκάλυψις. ΕΘΝΟΣ 'Αποτελεί τὸν καθρέπτη τῆς γυναικείας ψυχῆς. Η ΗΜΕΡΑ Εκμεταλλεύσις Βιβλ. 'Ελλάδος Η. ΜΑΡΟΓΙΑΘ ΚΑΙ ΣΙΑ Ζητοῦνται μικροί 14–16 ἐτῶν γιά νά μάθουν τέχνη ἐπικερδῆ καί μέ πολύ καλές προοπτικές ἀνόδου. Προσφέρομεν ἐργασίες καί συνθῆκες ἐργασίας ἐνδεδειγμένες πολύ καλά ὀργανωμένη καί πολιτισμένη ἐπιχείρησις καί πρώτη ἀμοιβή 304.50 δρχ. ἑβδομαδιαίως. ΒΑΣΙΛΕΙΟΣ ΒΑΚΟΣ Ο.Ε. – ΧΥΤΗΡΙΑ ΜΟΝΑΣΤΗΡΙΟΥ 20—ΕΛΕΥΘΕΡΙΑ—ΤΗΛ. 29.833—39.151: [636, 12, 1003, 2306]
doctors-list-right: Ο χειρουργός κ. ΣΤΑΥΡΟΣ ΖΑΠΟΥΝΙΔΗΣ. Ο καρδιολόγος κ. ΔΗΜ. ΣΕΡΓΙΑΔΗΣ. Ο οφθαλμίατρος κ. ΑΛΕΞΑΝΔΡΟΣ ΚΑΡΑΓΚΟΥΝΙΔΗΣ. Ο νευρολόγος κ. Γ. ΡΑΔΑΣ. Ο χειρουργός κ. ΔΗΜ. ΚΟΥΚΟΥΛΗΣ. Ο ιατρός κ. ΧΡΗΣΤΟΣ ΧΑΡΙΣΗΣ. Ο ουρολόγος κ. ΠΕΤΡΟΣ ΚΑΤΣΙΡΑΣ. Ο παθολόγος κ. ΑΘΑΝΑΣΙΟΣ ΠΑΠΑΔΟΠΟΥΛΟΣ.: [823, 433, 1001, 656]
cinema-ad-anna: ΑΝΝΑ ΣΤΑΣΙΣ ΑΜΠΕΛΟΚΗΠΩΝ ΑΠΟ ΑΥΡΙΟΝ Ο ΣΗΝ ΚΟΝΝΕΡΥ ΣΤΗΝΕΙ ΠΑΓΙΔΑ "NO ROAD BACK" ΣΗΝ ΚΟΝΝΕΡΥ · ΜΑΡΓΚΑΡΕΤ ΡΟΥΛΙΓΚΣ · ΠΟΛ ΚΑΡΠΕΝΤΕΡ · ΝΟΡΜΑΝ ΓΟΥΛΑΝΤ: [1015, 1153, 1201, 1388]
news-kicker: ΠΑΝΤΟΠΩΛΗΣ ΥΠΕΣΤΗ ΗΛΕΚΤΡΟΠΛΗΞΙΑΝ: [443, 770, 614, 801]
cinema-ad-koronis: ΚΟΡΩΝΙΣ ΑΥΡΙΟΝ Ο Θρίαμβος της πρώτης προβολής συνεχίζεται Ο ΑΣΤΥΝΟΜΙΚΟΣ ΚΑΤΑΔΕΤΗΣ Ο Δολοφόνος κάθοταν δίπλα μου ΣΤΑΝΛΕΫ ΜΠΑΪΚΕΡ · ΑΝΤΟΝΥ ΣΤΗΛ: [433, 1286, 624, 1602]
cinema-name: ΑΝΕΤΟΝ: [439, 1612, 625, 1659]
film-title: ΠΡΑΚΤΩΡ 055-77 ΕΠΙΧΕΙΡΗΣΙΣ ΑΤΟΜΙΚΗ ΒΟΜΒΑ: [649, 1196, 789, 1285]
news-kicker: ΑΝΑΒΑΣΙΣ ΜΑΘΗΤΩΝ ΕΙΣ ΤΟΝ ΟΛΥΜΠΟΝ: [435, 664, 622, 695]
film-title: ΕΠΙΧΕΙΡΗΣΙΣ ΚΟΜΠΙΝΑΙΖΟΝ: [23, 916, 204, 964]
article-subhead: Συχνάκις δίδονται καί θέματα ἐφαλμένα εἰς τούς ὑποψηφίους: [640, 155, 999, 194]
news-kicker: ΘΑ ΑΠΕΡΓΗΣΟΥΝ ΕΙΣ ΤΑΣ ΑΘΗΝΑΣ ΟΙ ΙΔΙΟΚΤΗΤΑΙ ΤΑΞΙ: [433, 182, 624, 227]
article-subhead: Η ΣΤΑΪΝΧΕΛ ΕΦΟΝΕΥΣΕ ΤΟΝ ΣΥΖΥΓΟΝ ΔΙΑ ΝΑ ΥΠΑΝΔΡΕΥΘΗ ΤΟΝ ΕΡΑΣΤΗΝ ΤΗΣ. Η ΚΑΙΓΙ ΕΦΟΝΕΥΣΕ ΔΗΜΟΣΙΟΓΡΑΦΟΝ ΔΙΑ ΝΑ ΑΠΟΦΥΓΗ ΠΙΘΑΝΟΝ ΣΚΑΝΔΑΛΟΝ: [1225, 150, 1570, 212]
article2-kicker: Η ΚΑΓΙΑ: [1367, 480, 1428, 496]
cinema-name: ΙΝΤΕΑΛ: [31, 844, 197, 891]
article2-kicker: ΤΟ ΠΕΙΡΑΜΑ ΤΟΥ ΙΚΑΡΟΥ: [122, 530, 313, 546]
column-2: ΖΗΤΕΙΤΑΙ Η ΥΠΑΓΩΓΗ ΤΩΝ ΕΡΓΑΤΩΝ ΜΕΤΑΛΛΟΥ ΕΙΣ ΤΑ ΒΑΡΕΑ ΕΠΑΓΓΕΛΜΑΤΑ ΑΘΗΝΑΙ, 20.– Η γενική συνομοσπονδία εργατών Ελλάδος εζήτησεν από το υπουργείον Εργασίας να υπαχθούν οι εργάται μετάλλου εις τα βαρέα και ανθυγιεινά επαγγέλματα, διά να τύχουν των σχετικών προνομίων. ΘΑ ΑΠΕΡΓΗΣΟΥΝ ΕΙΣ ΤΑΣ ΑΘΗΝΑΣ ΟΙ ΙΔΙΟΚΤΗΤΑΙ ΤΑΞΙ ΑΘΗΝΑΙ, 20.– Εις απεργίαν διαρκείας θα προβούν οι ιδιοκτήται ταξί των Αθηνών από της προσεχούς Δευτέρας, διαμαρτυρόμενοι διά την μη ικανοποίησιν των αιτημάτων των. Το σωματείον εζήτησεν αύξησιν των κομίστρων και μείωσιν της φορολογίας. Το υπουργείον Συγκοινωνιών εδήλωσεν ότι θα εξετάση τα αιτήματα. ΠΡΟΣΚΛΗΣΙΣ ΦΟΙΤΗΤΩΝ ΟΔΟΝΤΙΑΤΡΙΚΗΣ ΚΑΙ ΙΑΤΡΙΚΗΣ Υπό του Εργαστηρίου Βιολογικής Χημείας καλούνται οι φοιτηταί της Οδοντιατρικής και Ιατρικής όπως προσέλθουν εις τας εξετάσεις κατά τας ημέρας και ώρας που ορίζονται εις την ανακοίνωσιν. ΑΙ ΕΞΕΤΑΣΕΙΣ ΤΗΣ ΣΧΟΛΗΣ ΜΑΘΗΤΕΙΑΣ ΚΟΠΤΙΚΗΣ – ΡΑΠΤΙΚΗΣ Εκ της τεχνικής σχολής μαθητείας κοπτικής – ραπτικής ανακοινούται ότι αι εξετάσεις θα διεξαχθούν από 1ης Σεπτεμβρίου. Οι ενδιαφερόμενοι δύνανται να υποβάλουν τας αιτήσεις των εις τα γραφεία της σχολής. ΑΝΑΒΑΣΙΣ ΜΑΘΗΤΩΝ ΕΙΣ ΤΟΝ ΟΛΥΜΠΟΝ ΑΘΗΝΑΙ, 20.– Ομάς μαθητών εκ Θεσσαλονίκης ανήλθε χθες εις την κορυφήν του Ολύμπου, συνοδευόμενοι υπό των καθηγητών των. ΠΑΝΤΟΠΩΛΗΣ ΥΠΕΣΤΗ ΗΛΕΚΤΡΟΠΛΗΞΙΑΝ Ο παντοπώλης Νικόλαος Αφροδίτης, ετών 32, κάτοικος Καλλιθέας, υπέστη ηλεκτροπληξίαν ενώ επεσκεύαζε το ψυγείον του καταστήματός του. ΑΝΕΥΡΕ ΤΣΑΝΤΑΝ ΠΕΡΙΕΧΟΥΣΑΝ ΤΙΜΑΛΦΗ ΑΘΗΝΑΙ, 20.– Ο Θ. Δ. Μπόσκος ετών 17, ανεύρεν εις την οδόν Πατησίων τσάνταν περιέχουσαν τιμαλφή, την οποίαν παρέδωσεν εις την αστυνομίαν. 19ΕΤΗΣ ΑΘΙΓΓΑΝΟΣ ΑΠΗΓΑΓΕ ΔΩΔΕΚΑΕΤΙΔΑ ΑΘΗΝΑΙ, 20.– Συνελήφθη ο 19ετής αθίγγανος Ν. Γεωργίου, ο οποίος απήγαγε δωδεκαέτιδα εκ του καταυλισμού του Περιστερίου. ΑΜΙΡΑΛ ΠΑΡΑΛΙΑ — ΤΗΛ. 23.575 ΑΠΟ ΑΥΡΙΟΝ Ο Κεραυνός ΡΟΜΠΕΡΤ ΚΕΝΤ ΜΙΑ ΥΠΕΡΠΑΡΑΓΩΓΗ ΥΠΕΡ-ΠΕΡΙΠΕΤΕΙΑ του 1966 ΚΟΡΩΝΙΣ ΑΥΡΙΟΝ Ο Θρίαμβος της πρώτης προβολής συνεχίζεται Ο ΑΣΤΥΝΟΜΙΚΟΣ ΚΑΤΑΔΕΤΗΣ Ο Δολοφόνος κάθοταν δίπλα μου ΣΤΑΝΛΕΫ ΜΠΑΪΚΕΡ · ΑΝΤΟΝΥ ΣΤΗΛ ΑΝΕΤΟΝ ΦΑΛΗΡΟΝ ΘΕΡΙΝΟΣ — ΧΕΙΜΕΡΙΝΟΣ ΓΙΑ ΠΟΙΟΝ ΧΤΥΠΑ Η ΚΑΜΠΑΝΑ ΙΝΓΚΡΙΝΤ ΜΠΕΡΓΚΜΑΝ · ΓΚΑΡΥ ΚΟΥΠΕΡ · ΚΑΤΙΝΑ ΠΑΞΙΝΟΥ ΣΚΑΝΔΑΛΑ ΣΤΟ ΠΑΛΜ ΜΠΗΤΣ ΡΟΜΠΕΡΤ ΚΑΜΜΙΓΚΣ · ΝΤΟΡΟΘΥ ΜΑΛΟΟΥΝ: [431, 12, 626, 2306]
cinema-ad-ilysia: ΑΠΟ ΑΥΡΙΟΝ ΘΕΡΙΝΑ ΗΛΥΣΙΑ ΠΡΩΤΗ ΠΡΟΒΟΛΗ ...ΝΕΙΑΤΑ! ...ΕΡΩΤΑΣ! ...ΑΓΩΝΙΑ! ...ΠΕΡΙΠΕΤΕΙΑ! COLUMBIA PICTURES ΠΟΘΟΙ ΣΤΑ ΦΛΟΓΙΣΜΕΝΑ ΑΚΡΟΓΙΑΛΙΑ ΠΑΡΑΓΩΓΗ 1966 ΤΑΜΠ ΧΑΝΤΕΡ · ΤΣΕΗΜΣ ΜΙΤΣΑΜ · ΦΑΜΠΙΑΝ · ΣΙΡΛΕΫ ΦΑΜΠΑΡΕΣ: [1215, 659, 1396, 1033]
cinema-ad-faliron: ΦΑΛΗΡΟΝ ΑΥΡΙΟΝ ΤΟ ΚΟΡΙΤΣΙ ΤΟΥΣ ΝΕΟΥΣ! ΡΙΚ ΝΕΛΣΟΝ ΠΡΩΤΗ ΠΡΟΒΟΛΗ UNIVERSAL: [1398, 1045, 1580, 1201]
studio-logo: COLUMBIA PICTURES: [1219, 785, 1393, 803]
article-dateline: ΜΟΣΧΑ, 20. ('Ιδ. ύπηρ.).– Εις την Σοβιετικήν Ένωσιν διεξάγονται κατ' αυτάς αι εισαγωγικαί εξετάσεις εις τα ανώτατα εκπαιδευτικά ιδρύματα.: [636, 201, 817, 268]
studio-logo: UNIVERSAL: [1402, 1176, 1576, 1194]
film-title: Ο ΑΣΤΥΝΟΜΙΚΟΣ ΚΑΤΑΔΕΤΗΣ: [437, 1388, 620, 1426]
news-kicker: Η ΚΡΙΣΙΣ ΥΠΟΨΗΦΙΩΝ ΠΡΟΣ ΔΙΟΡΙΣΜΟΝ ΜΙΚΡΟΒΙΟΛΟΓΩΝ: [1026, 504, 1190, 550]
film-title: 2 ΩΡΕΣ ΣΤΗ ΖΩΗ ΜΙΑΣ ΓΥΝΑΙΚΑΣ: [644, 1052, 812, 1173]
news-kicker: ΟΙ ΜΗΧΑΝΟΛΟΓΟΙ ΖΗΤΟΥΝ ΕΚΠΡΟΣΩΠΗΣΙΝ ΕΙΣ ΤΟ ΣΥΜΒΟΥΛΙΟΝ ΤΗΣ ΖΑΧΑΡΟΒΙΟΜΗΧΑΝΙΑΣ: [1013, 12, 1203, 71]
article-dateline: ΠΑΡΙΣΙΟΙ, Αύγουστος. ('Ιδ. υπηρ.).– Ο Ρενέ Φλωρό, εις των διασημοτέρων δικηγόρων της Γαλλίας εξέδωσε εν βιβλίω τας αναμνήσεις του.: [1213, 221, 1395, 288]
newspaper-page: [14, 12, 1582, 2306]
cinema-ad-amiral: ΑΜΙΡΑΛ ΠΑΡΑΛΙΑ — ΤΗΛ. 23.575 ΑΠΟ ΑΥΡΙΟΝ Ο Κεραυνός ΡΟΜΠΕΡΤ ΚΕΝΤ ΜΙΑ ΥΠΕΡΠΑΡΑΓΩΓΗ ΥΠΕΡ-ΠΕΡΙΠΕΤΕΙΑ του 1966: [433, 1073, 624, 1280]
article-headline: Δύο Παρισιναί τῆς «Μπέλ Ἐπόκ» ἐπηρέαζον τούς ἐνόρκους καί ἀποφεύγουν τήν καταδίκην: [1247, 34, 1548, 143]
news-kicker: ΑΝΕΥΡΕ ΤΣΑΝΤΑΝ ΠΕΡΙΕΧΟΥΣΑΝ ΤΙΜΑΛΦΗ: [437, 876, 620, 907]
film-poster-image: [437, 1504, 620, 1564]
cinema-name: ΦΑΛΗΡΟΝ: [1404, 1047, 1574, 1083]
cinema-name: ΗΛΥΣΙΑ: [1235, 689, 1377, 730]
film-title: Η ΗΔΟΝΗ ΧΩΡΙΣ ΠΕΠΛΟ: [1022, 953, 1194, 1000]
film-title: ΣΚΑΝΔΑΛΑ ΣΤΟ ΠΑΛΜ ΜΠΗΤΣ: [441, 1781, 616, 1826]
cinema-name: Ἀπόλλων: [1019, 897, 1197, 937]
cinema-name: ΚΟΡΩΝΙΣ: [452, 1288, 605, 1324]
portrait-image: [22, 1455, 92, 1545]
cinema-ad-aneton: ΑΝΕΤΟΝ ΦΑΛΗΡΟΝ ΘΕΡΙΝΟΣ — ΧΕΙΜΕΡΙΝΟΣ ΓΙΑ ΠΟΙΟΝ ΧΤΥΠΑ Η ΚΑΜΠΑΝΑ ΙΝΓΚΡΙΝΤ ΜΠΕΡΓΚΜΑΝ · ΓΚΑΡΥ ΚΟΥΠΕΡ · ΚΑΤΙΝΑ ΠΑΞΙΝΟΥ ΣΚΑΝΔΑΛΑ ΣΤΟ ΠΑΛΜ ΜΠΗΤΣ ΡΟΜΠΕΡΤ ΚΑΜΜΙΓΚΣ · ΝΤΟΡΟΘΥ ΜΑΛΟΟΥΝ: [433, 1608, 624, 1862]
film-title: Ο ΓΑΜΠΡΟΣ ΜΟΥ Ο ΔΙΚΗΓΟΡΟΣ: [40, 1259, 188, 1329]
article-kicker: ΑΝΑΜΝΗΣΕΙΣ ΔΙΑΣΗΜΟΥ ΔΙΚΗΓΟΡΟΥ: [1258, 12, 1537, 26]
article-kicker: Κατά τήν ἐφημερίδα "Ἰσβέστια": [712, 12, 928, 26]
news-kicker: ΑΙ ΕΞΕΤΑΣΕΙΣ ΤΗΣ ΣΧΟΛΗΣ ΜΑΘΗΤΕΙΑΣ ΚΟΠΤΙΚΗΣ – ΡΑΠΤΙΚΗΣ: [443, 517, 614, 563]
